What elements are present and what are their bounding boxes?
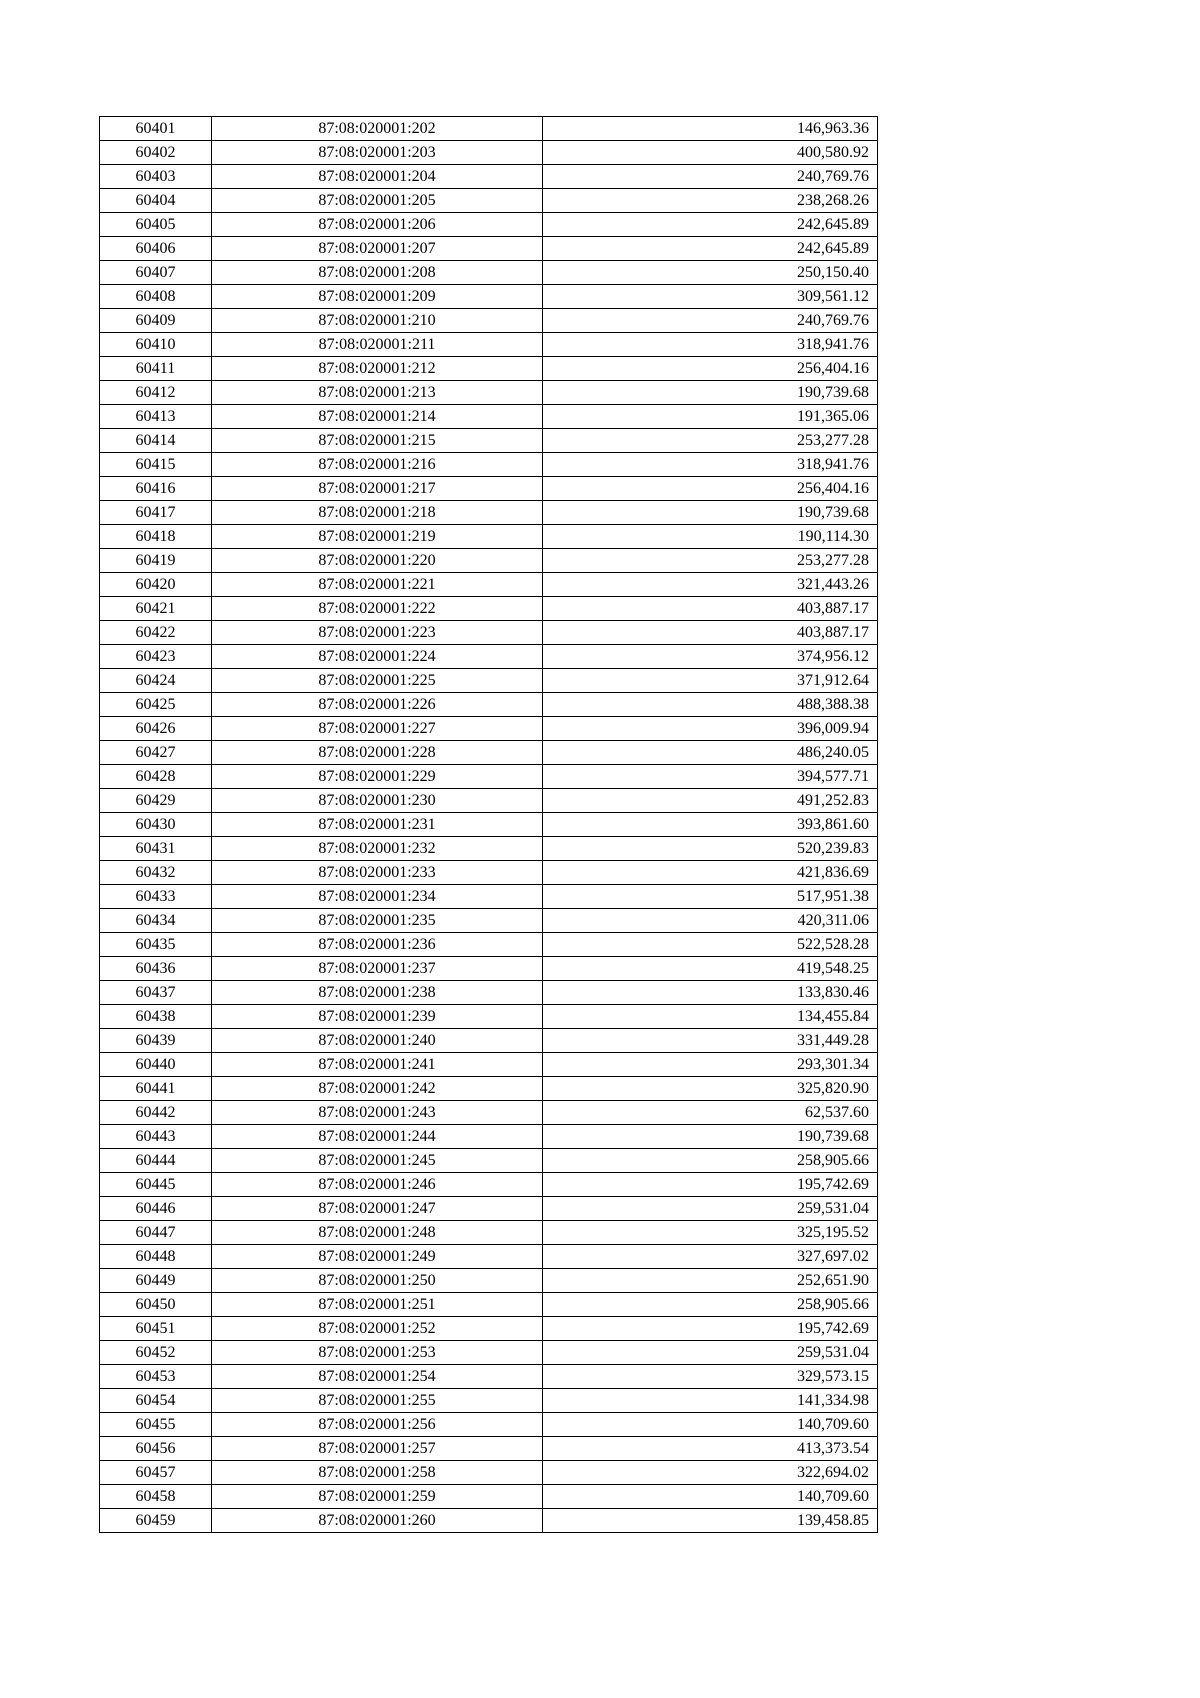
row-number-cell: 60401 bbox=[100, 117, 212, 141]
row-number-cell: 60419 bbox=[100, 549, 212, 573]
value-cell: 140,709.60 bbox=[543, 1485, 878, 1509]
table-row bbox=[100, 1317, 878, 1341]
value-cell: 190,739.68 bbox=[543, 1125, 878, 1149]
row-number-cell: 60452 bbox=[100, 1341, 212, 1365]
value-cell: 331,449.28 bbox=[543, 1029, 878, 1053]
cadastral-number-cell: 87:08:020001:208 bbox=[212, 261, 543, 285]
value-cell: 140,709.60 bbox=[543, 1413, 878, 1437]
cadastral-number-cell: 87:08:020001:260 bbox=[212, 1509, 543, 1533]
value-cell: 238,268.26 bbox=[543, 189, 878, 213]
cadastral-number-cell: 87:08:020001:227 bbox=[212, 717, 543, 741]
value-cell: 403,887.17 bbox=[543, 621, 878, 645]
table-row bbox=[100, 1077, 878, 1101]
value-cell: 394,577.71 bbox=[543, 765, 878, 789]
cadastral-number-cell: 87:08:020001:213 bbox=[212, 381, 543, 405]
table-row bbox=[100, 1173, 878, 1197]
cadastral-number-cell: 87:08:020001:230 bbox=[212, 789, 543, 813]
value-cell: 134,455.84 bbox=[543, 1005, 878, 1029]
value-cell: 309,561.12 bbox=[543, 285, 878, 309]
value-cell: 253,277.28 bbox=[543, 549, 878, 573]
cadastral-number-cell: 87:08:020001:235 bbox=[212, 909, 543, 933]
cadastral-number-cell: 87:08:020001:241 bbox=[212, 1053, 543, 1077]
value-cell: 256,404.16 bbox=[543, 357, 878, 381]
table-row bbox=[100, 1125, 878, 1149]
value-cell: 252,651.90 bbox=[543, 1269, 878, 1293]
cadastral-number-cell: 87:08:020001:237 bbox=[212, 957, 543, 981]
table-row bbox=[100, 717, 878, 741]
cadastral-number-cell: 87:08:020001:229 bbox=[212, 765, 543, 789]
value-cell: 421,836.69 bbox=[543, 861, 878, 885]
row-number-cell: 60407 bbox=[100, 261, 212, 285]
cadastral-number-cell: 87:08:020001:259 bbox=[212, 1485, 543, 1509]
cadastral-number-cell: 87:08:020001:209 bbox=[212, 285, 543, 309]
row-number-cell: 60403 bbox=[100, 165, 212, 189]
row-number-cell: 60458 bbox=[100, 1485, 212, 1509]
row-number-cell: 60431 bbox=[100, 837, 212, 861]
table-row bbox=[100, 1245, 878, 1269]
row-number-cell: 60443 bbox=[100, 1125, 212, 1149]
cadastral-number-cell: 87:08:020001:228 bbox=[212, 741, 543, 765]
value-cell: 522,528.28 bbox=[543, 933, 878, 957]
cadastral-number-cell: 87:08:020001:240 bbox=[212, 1029, 543, 1053]
value-cell: 191,365.06 bbox=[543, 405, 878, 429]
row-number-cell: 60444 bbox=[100, 1149, 212, 1173]
table-row bbox=[100, 669, 878, 693]
value-cell: 419,548.25 bbox=[543, 957, 878, 981]
cadastral-number-cell: 87:08:020001:247 bbox=[212, 1197, 543, 1221]
table-row bbox=[100, 453, 878, 477]
table-row bbox=[100, 525, 878, 549]
cadastral-number-cell: 87:08:020001:218 bbox=[212, 501, 543, 525]
row-number-cell: 60448 bbox=[100, 1245, 212, 1269]
cadastral-number-cell: 87:08:020001:217 bbox=[212, 477, 543, 501]
table-row bbox=[100, 1461, 878, 1485]
value-cell: 491,252.83 bbox=[543, 789, 878, 813]
row-number-cell: 60418 bbox=[100, 525, 212, 549]
value-cell: 258,905.66 bbox=[543, 1149, 878, 1173]
row-number-cell: 60425 bbox=[100, 693, 212, 717]
table-row bbox=[100, 1413, 878, 1437]
cadastral-number-cell: 87:08:020001:205 bbox=[212, 189, 543, 213]
cadastral-number-cell: 87:08:020001:246 bbox=[212, 1173, 543, 1197]
table-row bbox=[100, 309, 878, 333]
cadastral-number-cell: 87:08:020001:206 bbox=[212, 213, 543, 237]
table-row bbox=[100, 1341, 878, 1365]
table-row bbox=[100, 165, 878, 189]
value-cell: 190,739.68 bbox=[543, 501, 878, 525]
table-row bbox=[100, 141, 878, 165]
row-number-cell: 60453 bbox=[100, 1365, 212, 1389]
value-cell: 321,443.26 bbox=[543, 573, 878, 597]
cadastral-number-cell: 87:08:020001:210 bbox=[212, 309, 543, 333]
row-number-cell: 60416 bbox=[100, 477, 212, 501]
row-number-cell: 60405 bbox=[100, 213, 212, 237]
cadastral-number-cell: 87:08:020001:245 bbox=[212, 1149, 543, 1173]
row-number-cell: 60459 bbox=[100, 1509, 212, 1533]
value-cell: 253,277.28 bbox=[543, 429, 878, 453]
cadastral-number-cell: 87:08:020001:214 bbox=[212, 405, 543, 429]
row-number-cell: 60456 bbox=[100, 1437, 212, 1461]
cadastral-number-cell: 87:08:020001:253 bbox=[212, 1341, 543, 1365]
cadastral-number-cell: 87:08:020001:244 bbox=[212, 1125, 543, 1149]
table-row bbox=[100, 933, 878, 957]
table-row bbox=[100, 501, 878, 525]
cadastral-number-cell: 87:08:020001:256 bbox=[212, 1413, 543, 1437]
row-number-cell: 60410 bbox=[100, 333, 212, 357]
value-cell: 325,195.52 bbox=[543, 1221, 878, 1245]
table-row bbox=[100, 645, 878, 669]
value-cell: 195,742.69 bbox=[543, 1173, 878, 1197]
cadastral-number-cell: 87:08:020001:236 bbox=[212, 933, 543, 957]
table-row bbox=[100, 1005, 878, 1029]
value-cell: 329,573.15 bbox=[543, 1365, 878, 1389]
table-row bbox=[100, 813, 878, 837]
value-cell: 413,373.54 bbox=[543, 1437, 878, 1461]
cadastral-number-cell: 87:08:020001:239 bbox=[212, 1005, 543, 1029]
row-number-cell: 60447 bbox=[100, 1221, 212, 1245]
row-number-cell: 60424 bbox=[100, 669, 212, 693]
table-row bbox=[100, 909, 878, 933]
table-row bbox=[100, 693, 878, 717]
value-cell: 371,912.64 bbox=[543, 669, 878, 693]
value-cell: 318,941.76 bbox=[543, 333, 878, 357]
cadastral-number-cell: 87:08:020001:249 bbox=[212, 1245, 543, 1269]
row-number-cell: 60439 bbox=[100, 1029, 212, 1053]
table-row bbox=[100, 237, 878, 261]
value-cell: 62,537.60 bbox=[543, 1101, 878, 1125]
value-cell: 293,301.34 bbox=[543, 1053, 878, 1077]
value-cell: 327,697.02 bbox=[543, 1245, 878, 1269]
table-row bbox=[100, 765, 878, 789]
cadastral-number-cell: 87:08:020001:242 bbox=[212, 1077, 543, 1101]
value-cell: 190,739.68 bbox=[543, 381, 878, 405]
value-cell: 259,531.04 bbox=[543, 1341, 878, 1365]
cadastral-number-cell: 87:08:020001:203 bbox=[212, 141, 543, 165]
table-row bbox=[100, 213, 878, 237]
cadastral-number-cell: 87:08:020001:222 bbox=[212, 597, 543, 621]
row-number-cell: 60441 bbox=[100, 1077, 212, 1101]
table-row bbox=[100, 333, 878, 357]
table-row bbox=[100, 1197, 878, 1221]
table-row bbox=[100, 741, 878, 765]
table-row bbox=[100, 477, 878, 501]
value-cell: 133,830.46 bbox=[543, 981, 878, 1005]
table-row bbox=[100, 981, 878, 1005]
row-number-cell: 60440 bbox=[100, 1053, 212, 1077]
row-number-cell: 60422 bbox=[100, 621, 212, 645]
table-row bbox=[100, 381, 878, 405]
value-cell: 240,769.76 bbox=[543, 165, 878, 189]
value-cell: 393,861.60 bbox=[543, 813, 878, 837]
table-row bbox=[100, 1269, 878, 1293]
row-number-cell: 60450 bbox=[100, 1293, 212, 1317]
value-cell: 486,240.05 bbox=[543, 741, 878, 765]
row-number-cell: 60432 bbox=[100, 861, 212, 885]
row-number-cell: 60430 bbox=[100, 813, 212, 837]
row-number-cell: 60409 bbox=[100, 309, 212, 333]
value-cell: 325,820.90 bbox=[543, 1077, 878, 1101]
row-number-cell: 60455 bbox=[100, 1413, 212, 1437]
value-cell: 517,951.38 bbox=[543, 885, 878, 909]
row-number-cell: 60427 bbox=[100, 741, 212, 765]
row-number-cell: 60426 bbox=[100, 717, 212, 741]
cadastral-number-cell: 87:08:020001:250 bbox=[212, 1269, 543, 1293]
value-cell: 240,769.76 bbox=[543, 309, 878, 333]
value-cell: 242,645.89 bbox=[543, 237, 878, 261]
value-cell: 258,905.66 bbox=[543, 1293, 878, 1317]
table-row bbox=[100, 621, 878, 645]
cadastral-number-cell: 87:08:020001:207 bbox=[212, 237, 543, 261]
table-row bbox=[100, 1437, 878, 1461]
table-row bbox=[100, 1389, 878, 1413]
value-cell: 195,742.69 bbox=[543, 1317, 878, 1341]
table-row bbox=[100, 549, 878, 573]
row-number-cell: 60412 bbox=[100, 381, 212, 405]
table-row bbox=[100, 357, 878, 381]
value-cell: 250,150.40 bbox=[543, 261, 878, 285]
row-number-cell: 60413 bbox=[100, 405, 212, 429]
cadastral-number-cell: 87:08:020001:257 bbox=[212, 1437, 543, 1461]
table-row bbox=[100, 429, 878, 453]
cadastral-number-cell: 87:08:020001:231 bbox=[212, 813, 543, 837]
row-number-cell: 60437 bbox=[100, 981, 212, 1005]
table-row bbox=[100, 957, 878, 981]
row-number-cell: 60457 bbox=[100, 1461, 212, 1485]
value-cell: 146,963.36 bbox=[543, 117, 878, 141]
table-row bbox=[100, 1509, 878, 1533]
row-number-cell: 60433 bbox=[100, 885, 212, 909]
cadastral-number-cell: 87:08:020001:220 bbox=[212, 549, 543, 573]
row-number-cell: 60420 bbox=[100, 573, 212, 597]
cadastral-number-cell: 87:08:020001:258 bbox=[212, 1461, 543, 1485]
table-row bbox=[100, 1053, 878, 1077]
table-body bbox=[100, 117, 878, 1533]
value-cell: 520,239.83 bbox=[543, 837, 878, 861]
cadastral-number-cell: 87:08:020001:248 bbox=[212, 1221, 543, 1245]
cadastral-number-cell: 87:08:020001:254 bbox=[212, 1365, 543, 1389]
table-row bbox=[100, 1293, 878, 1317]
table-row bbox=[100, 789, 878, 813]
row-number-cell: 60423 bbox=[100, 645, 212, 669]
table-row bbox=[100, 573, 878, 597]
value-cell: 318,941.76 bbox=[543, 453, 878, 477]
cadastral-number-cell: 87:08:020001:234 bbox=[212, 885, 543, 909]
row-number-cell: 60411 bbox=[100, 357, 212, 381]
cadastral-number-cell: 87:08:020001:255 bbox=[212, 1389, 543, 1413]
cadastral-number-cell: 87:08:020001:224 bbox=[212, 645, 543, 669]
cadastral-number-cell: 87:08:020001:211 bbox=[212, 333, 543, 357]
row-number-cell: 60421 bbox=[100, 597, 212, 621]
table-row bbox=[100, 189, 878, 213]
value-cell: 242,645.89 bbox=[543, 213, 878, 237]
table-row bbox=[100, 885, 878, 909]
value-cell: 374,956.12 bbox=[543, 645, 878, 669]
value-cell: 141,334.98 bbox=[543, 1389, 878, 1413]
cadastral-number-cell: 87:08:020001:216 bbox=[212, 453, 543, 477]
row-number-cell: 60435 bbox=[100, 933, 212, 957]
table-row bbox=[100, 1101, 878, 1125]
value-cell: 403,887.17 bbox=[543, 597, 878, 621]
row-number-cell: 60454 bbox=[100, 1389, 212, 1413]
table-row bbox=[100, 1485, 878, 1509]
value-cell: 139,458.85 bbox=[543, 1509, 878, 1533]
row-number-cell: 60408 bbox=[100, 285, 212, 309]
row-number-cell: 60436 bbox=[100, 957, 212, 981]
cadastral-number-cell: 87:08:020001:223 bbox=[212, 621, 543, 645]
cadastral-value-table bbox=[99, 116, 878, 1533]
table-row bbox=[100, 597, 878, 621]
value-cell: 259,531.04 bbox=[543, 1197, 878, 1221]
value-cell: 400,580.92 bbox=[543, 141, 878, 165]
cadastral-number-cell: 87:08:020001:221 bbox=[212, 573, 543, 597]
cadastral-number-cell: 87:08:020001:232 bbox=[212, 837, 543, 861]
row-number-cell: 60428 bbox=[100, 765, 212, 789]
row-number-cell: 60442 bbox=[100, 1101, 212, 1125]
value-cell: 322,694.02 bbox=[543, 1461, 878, 1485]
table-row bbox=[100, 117, 878, 141]
cadastral-number-cell: 87:08:020001:219 bbox=[212, 525, 543, 549]
row-number-cell: 60429 bbox=[100, 789, 212, 813]
cadastral-number-cell: 87:08:020001:215 bbox=[212, 429, 543, 453]
cadastral-number-cell: 87:08:020001:233 bbox=[212, 861, 543, 885]
row-number-cell: 60414 bbox=[100, 429, 212, 453]
row-number-cell: 60446 bbox=[100, 1197, 212, 1221]
table-row bbox=[100, 1029, 878, 1053]
table-row bbox=[100, 861, 878, 885]
value-cell: 420,311.06 bbox=[543, 909, 878, 933]
table-row bbox=[100, 1149, 878, 1173]
value-cell: 256,404.16 bbox=[543, 477, 878, 501]
cadastral-number-cell: 87:08:020001:243 bbox=[212, 1101, 543, 1125]
row-number-cell: 60406 bbox=[100, 237, 212, 261]
value-cell: 190,114.30 bbox=[543, 525, 878, 549]
table-row bbox=[100, 261, 878, 285]
cadastral-number-cell: 87:08:020001:226 bbox=[212, 693, 543, 717]
cadastral-number-cell: 87:08:020001:251 bbox=[212, 1293, 543, 1317]
table-row bbox=[100, 1221, 878, 1245]
cadastral-number-cell: 87:08:020001:252 bbox=[212, 1317, 543, 1341]
row-number-cell: 60434 bbox=[100, 909, 212, 933]
cadastral-number-cell: 87:08:020001:225 bbox=[212, 669, 543, 693]
table-row bbox=[100, 1365, 878, 1389]
cadastral-number-cell: 87:08:020001:204 bbox=[212, 165, 543, 189]
row-number-cell: 60449 bbox=[100, 1269, 212, 1293]
value-cell: 396,009.94 bbox=[543, 717, 878, 741]
table-row bbox=[100, 837, 878, 861]
cadastral-number-cell: 87:08:020001:212 bbox=[212, 357, 543, 381]
value-cell: 488,388.38 bbox=[543, 693, 878, 717]
table-row bbox=[100, 405, 878, 429]
cadastral-number-cell: 87:08:020001:238 bbox=[212, 981, 543, 1005]
row-number-cell: 60415 bbox=[100, 453, 212, 477]
row-number-cell: 60404 bbox=[100, 189, 212, 213]
cadastral-number-cell: 87:08:020001:202 bbox=[212, 117, 543, 141]
row-number-cell: 60445 bbox=[100, 1173, 212, 1197]
row-number-cell: 60402 bbox=[100, 141, 212, 165]
row-number-cell: 60438 bbox=[100, 1005, 212, 1029]
row-number-cell: 60417 bbox=[100, 501, 212, 525]
table-row bbox=[100, 285, 878, 309]
row-number-cell: 60451 bbox=[100, 1317, 212, 1341]
